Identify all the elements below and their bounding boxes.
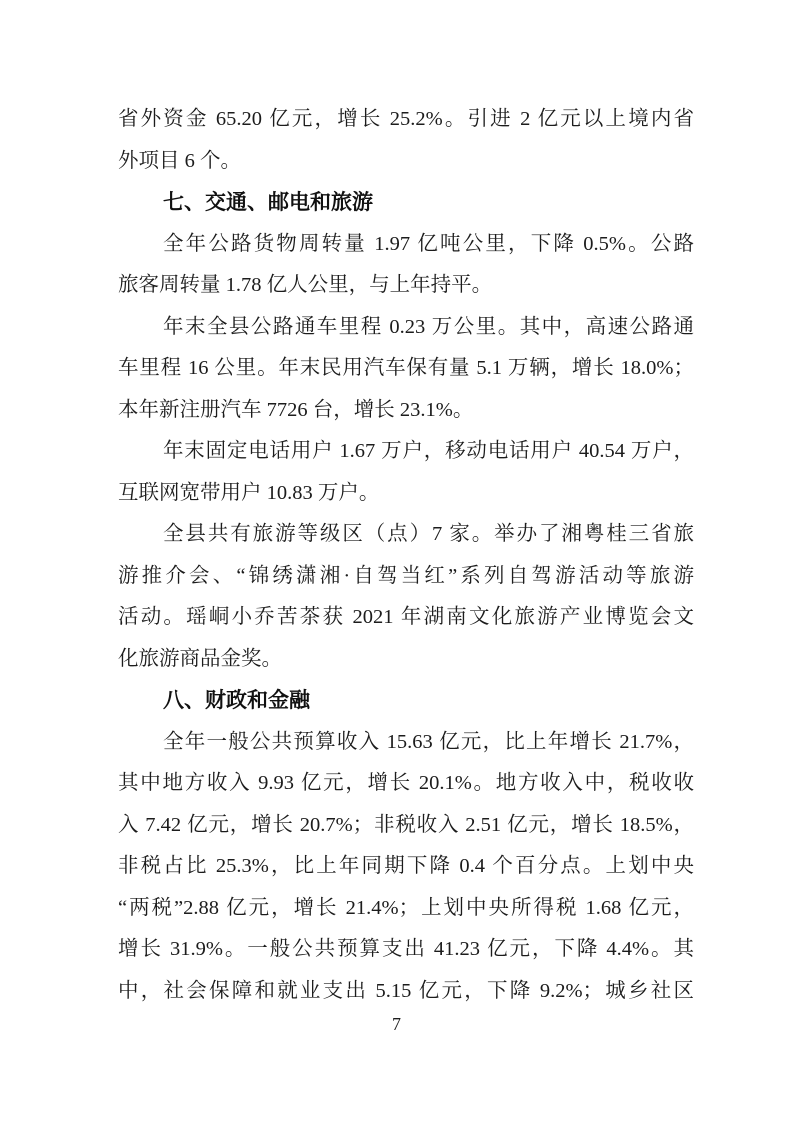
text-block — [118, 99, 694, 1012]
text-line-20: 增长 31.9%。一般公共预算支出 41.23 亿元，下降 4.4%。其 — [118, 938, 694, 960]
text-line-4: 旅客周转量 1.78 亿人公里，与上年持平。 — [118, 274, 493, 296]
text-line-10: 全县共有旅游等级区（点）7 家。举办了湘粤桂三省旅 — [163, 523, 694, 545]
section-heading-eight: 八、财政和金融 — [163, 689, 310, 712]
page-number: 7 — [392, 1014, 401, 1034]
text-line-5: 年末全县公路通车里程 0.23 万公里。其中，高速公路通 — [163, 315, 694, 338]
text-line-9: 互联网宽带用户 10.83 万户。 — [118, 481, 380, 504]
text-line-6: 车里程 16 公里。年末民用汽车保有量 5.1 万辆，增长 18.0%； — [118, 357, 694, 379]
text-line-15: 全年一般公共预算收入 15.63 亿元，比上年增长 21.7%， — [163, 730, 694, 753]
text-line-3: 全年公路货物周转量 1.97 亿吨公里，下降 0.5%。公路 — [163, 232, 694, 255]
text-line-8: 年末固定电话用户 1.67 万户，移动电话用户 40.54 万户， — [163, 440, 694, 462]
text-line-19: “两税”2.88 亿元，增长 21.4%；上划中央所得税 1.68 亿元， — [118, 896, 694, 919]
text-line-12: 活动。瑶峒小乔苦茶获 2021 年湖南文化旅游产业博览会文 — [118, 606, 694, 628]
text-line-7: 本年新注册汽车 7726 台，增长 23.1%。 — [118, 398, 474, 421]
text-line-0: 省外资金 65.20 亿元，增长 25.2%。引进 2 亿元以上境内省 — [118, 108, 694, 130]
text-line-16: 其中地方收入 9.93 亿元，增长 20.1%。地方收入中，税收收 — [118, 772, 694, 794]
text-line-17: 入 7.42 亿元，增长 20.7%；非税收入 2.51 亿元，增长 18.5%， — [118, 813, 694, 836]
text-line-21: 中，社会保障和就业支出 5.15 亿元，下降 9.2%；城乡社区 — [118, 979, 694, 1002]
text-line-11: 游推介会、“锦绣潇湘·自驾当红”系列自驾游活动等旅游 — [118, 564, 694, 587]
text-line-18: 非税占比 25.3%，比上年同期下降 0.4 个百分点。上划中央 — [118, 855, 694, 877]
text-line-13: 化旅游商品金奖。 — [118, 647, 282, 670]
text-line-1: 外项目 6 个。 — [118, 149, 241, 172]
section-heading-seven: 七、交通、邮电和旅游 — [163, 191, 373, 214]
